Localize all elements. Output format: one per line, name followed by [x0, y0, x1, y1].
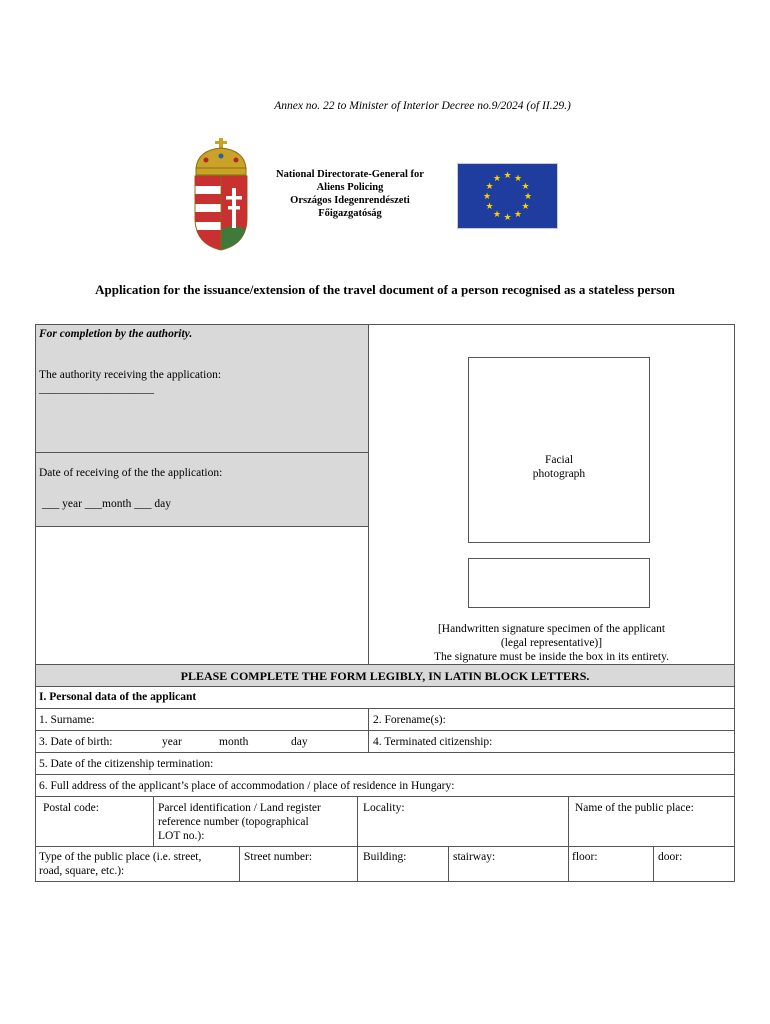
- annex-reference: Annex no. 22 to Minister of Interior Decree no.9/2024 (of II.29.): [274, 100, 571, 112]
- svg-text:★: ★: [492, 210, 502, 220]
- facial-photograph-box[interactable]: [468, 357, 650, 543]
- svg-text:★: ★: [485, 182, 494, 192]
- svg-text:★: ★: [492, 174, 502, 184]
- public-place-type-line: Type of the public place (i.e. street,: [39, 851, 202, 863]
- table-border-right: [734, 324, 735, 882]
- col-line: [568, 796, 569, 882]
- section-personal-data: I. Personal data of the applicant: [39, 691, 197, 703]
- receiving-date-fields[interactable]: ___ year ___month ___ day: [42, 498, 172, 510]
- authority-heading: For completion by the authority.: [39, 328, 193, 340]
- date-shaded-area: [35, 452, 368, 526]
- dob-year-field[interactable]: year: [162, 736, 182, 748]
- surname-field[interactable]: 1. Surname:: [39, 714, 95, 726]
- col-line: [653, 846, 654, 882]
- svg-text:★: ★: [485, 202, 494, 212]
- agency-line: National Directorate-General for: [276, 169, 424, 180]
- terminated-citizenship-field[interactable]: 4. Terminated citizenship:: [373, 736, 493, 748]
- dob-day-field[interactable]: day: [291, 736, 308, 748]
- col-line: [153, 796, 154, 846]
- eu-flag: [457, 163, 558, 229]
- authority-photo-divider: [368, 324, 369, 664]
- receiving-date-label: Date of receiving of the the application:: [39, 467, 223, 479]
- agency-name: [262, 168, 438, 220]
- document-title: Application for the issuance/extension of the travel document of a person recognised as a stateless person: [95, 282, 675, 297]
- door-field[interactable]: door:: [658, 851, 683, 863]
- public-place-type-field[interactable]: [39, 850, 201, 878]
- hungarian-coat-of-arms: [190, 138, 252, 252]
- postal-code-field[interactable]: Postal code:: [43, 802, 99, 814]
- col-line: [239, 846, 240, 882]
- row-line: [35, 774, 735, 775]
- table-border-left: [35, 324, 36, 882]
- row-line: [35, 686, 735, 687]
- floor-field[interactable]: floor:: [572, 851, 598, 863]
- signature-line: (legal representative)]: [500, 637, 603, 649]
- row-line: [35, 708, 735, 709]
- agency-line: Országos Idegenrendészeti: [290, 195, 410, 206]
- public-place-name-field[interactable]: Name of the public place:: [575, 802, 694, 814]
- locality-field[interactable]: Locality:: [363, 802, 405, 814]
- citizenship-termination-date-field[interactable]: 5. Date of the citizenship termination:: [39, 758, 214, 770]
- public-place-type-line: road, square, etc.):: [39, 865, 125, 877]
- table-border-top: [35, 324, 735, 325]
- agency-line: Aliens Policing: [316, 182, 384, 193]
- svg-text:★: ★: [523, 192, 533, 202]
- row-line: [35, 730, 735, 731]
- table-border-bottom: [35, 881, 735, 882]
- signature-line: The signature must be inside the box in its entirety.: [434, 651, 669, 663]
- parcel-line: LOT no.):: [158, 830, 205, 842]
- parcel-line: Parcel identification / Land register: [158, 802, 321, 814]
- svg-text:★: ★: [482, 192, 492, 202]
- row-line: [35, 752, 735, 753]
- svg-text:★: ★: [521, 182, 530, 192]
- authority-date-divider: [35, 452, 368, 453]
- photo-label-line: photograph: [532, 468, 586, 480]
- svg-text:★: ★: [503, 213, 512, 223]
- row-line: [35, 664, 735, 665]
- agency-line: Főigazgatóság: [318, 208, 382, 219]
- signature-instructions: [369, 622, 734, 664]
- parcel-line: reference number (topographical: [158, 816, 309, 828]
- svg-text:★: ★: [521, 202, 530, 212]
- receiving-authority-label: The authority receiving the application:: [39, 369, 222, 381]
- row-line: [35, 796, 735, 797]
- date-blank-divider: [35, 526, 368, 527]
- col-line: [357, 796, 358, 882]
- street-number-field[interactable]: Street number:: [244, 851, 313, 863]
- forenames-field[interactable]: 2. Forename(s):: [373, 714, 446, 726]
- svg-text:★: ★: [503, 171, 512, 181]
- parcel-identification-field[interactable]: [158, 801, 321, 843]
- row-line: [35, 846, 735, 847]
- date-of-birth-label: 3. Date of birth:: [39, 736, 113, 748]
- svg-text:★: ★: [513, 210, 523, 220]
- stairway-field[interactable]: stairway:: [453, 851, 496, 863]
- dob-month-field[interactable]: month: [219, 736, 249, 748]
- receiving-authority-field[interactable]: ____________________: [39, 383, 154, 395]
- photo-label-line: Facial: [544, 454, 574, 466]
- building-field[interactable]: Building:: [363, 851, 407, 863]
- signature-line: [Handwritten signature specimen of the applicant: [437, 623, 666, 635]
- col-line: [448, 846, 449, 882]
- form-instruction: PLEASE COMPLETE THE FORM LEGIBLY, IN LATIN BLOCK LETTERS.: [180, 669, 590, 683]
- photo-label: [468, 453, 650, 481]
- signature-box[interactable]: [468, 558, 650, 608]
- address-label: 6. Full address of the applicant’s place of accommodation / place of residence in Hungary:: [39, 780, 455, 792]
- svg-text:★: ★: [513, 174, 523, 184]
